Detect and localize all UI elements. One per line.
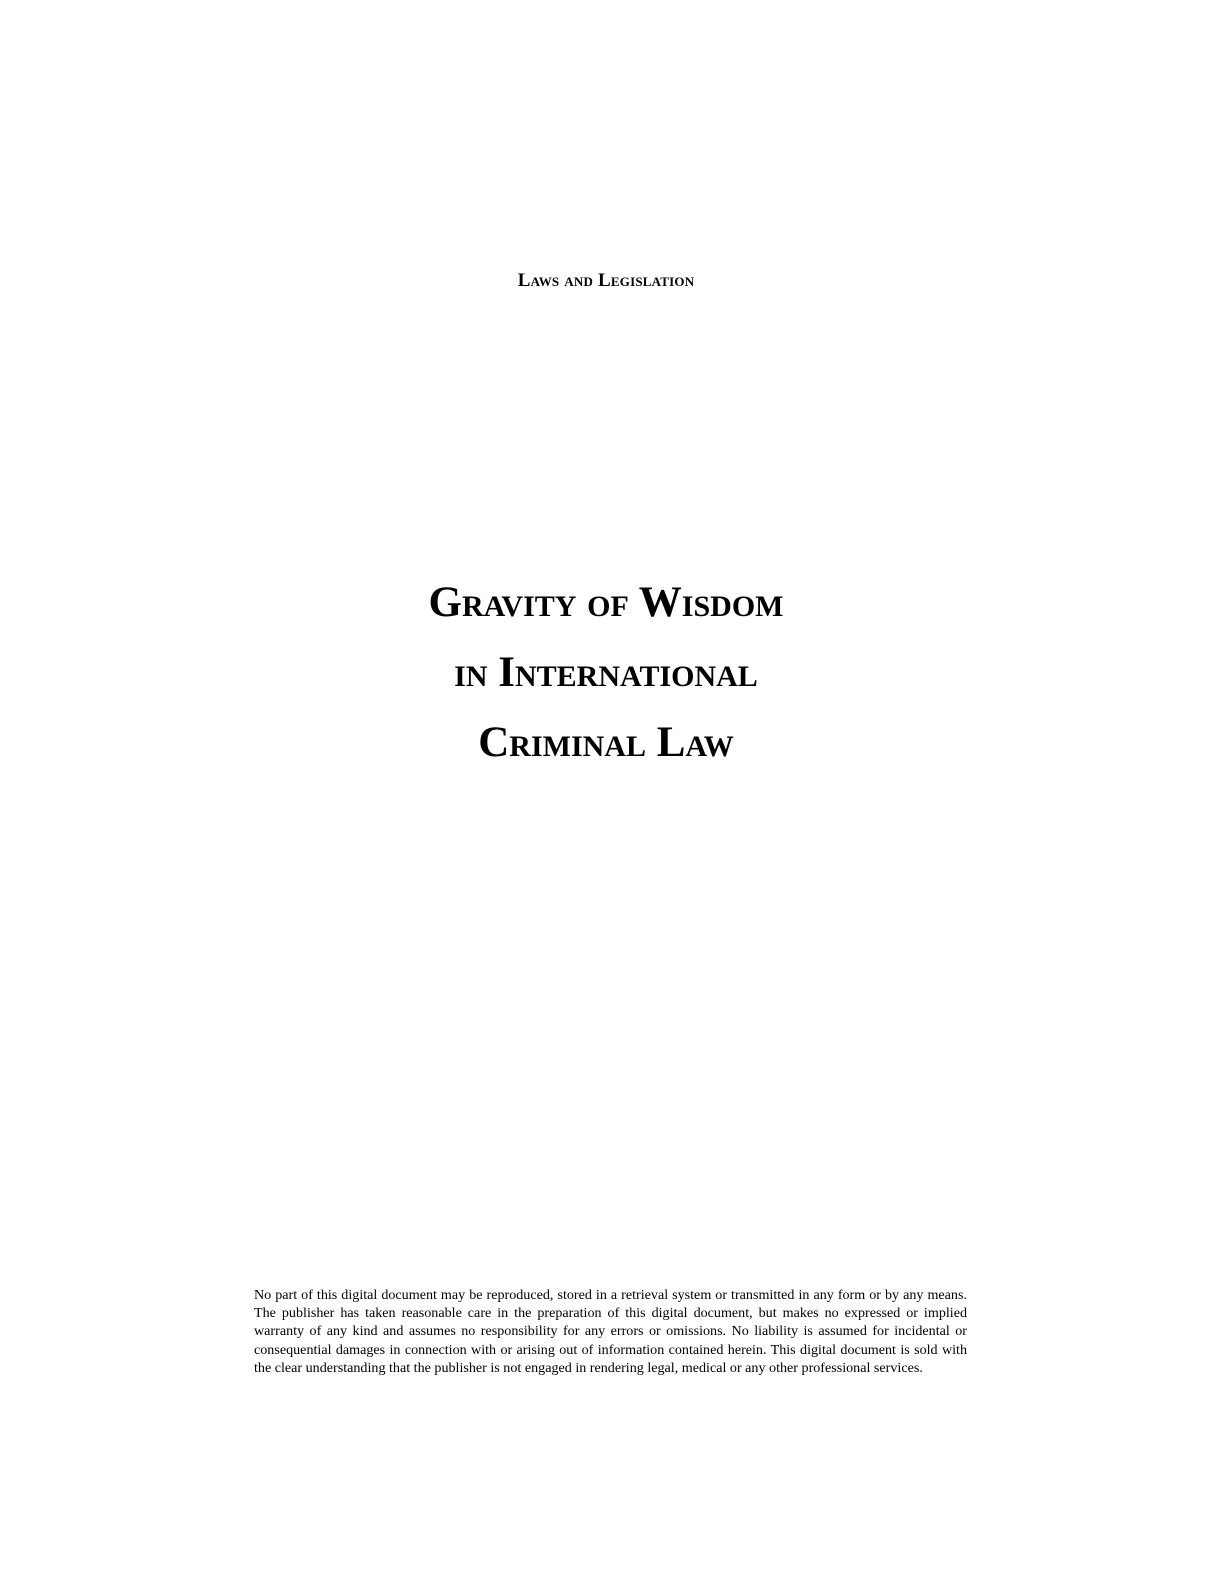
- book-title-line-3: Criminal Law: [478, 719, 734, 766]
- book-title-line-2: in International: [454, 649, 758, 696]
- book-title-line-1: Gravity of Wisdom: [428, 579, 784, 626]
- series-title: Laws and Legislation: [517, 270, 695, 291]
- copyright-notice: No part of this digital document may be reproduced, stored in a retrieval system or transmitted in any form or by any means. The publisher has taken reasonable care in the preparation of this digital document, but makes no expressed or implied warranty of any kind and assumes no responsibility for any errors or omissions. No liability is assumed for incidental or consequential damages in connection with or arising out of information contained herein. This digital document is sold with the clear understanding that the publisher is not engaged in rendering legal, medical or any other professional services.: [254, 1287, 967, 1376]
- book-title: [0, 568, 1212, 778]
